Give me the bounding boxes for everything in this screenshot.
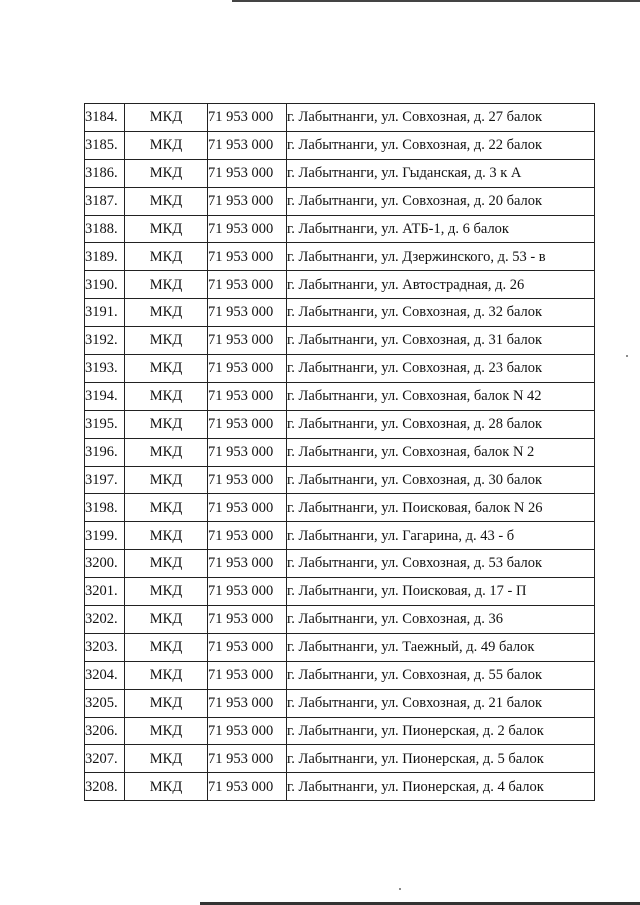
address-cell: г. Лабытнанги, ул. Совхозная, д. 21 балок	[287, 689, 595, 717]
oktmo-code-cell: 71 953 000	[208, 773, 287, 801]
table-row	[85, 745, 595, 773]
row-number-cell: 3194.	[85, 382, 125, 410]
table-row	[85, 243, 595, 271]
oktmo-code-cell: 71 953 000	[208, 243, 287, 271]
oktmo-code-cell: 71 953 000	[208, 522, 287, 550]
table-row	[85, 606, 595, 634]
address-cell: г. Лабытнанги, ул. АТБ-1, д. 6 балок	[287, 215, 595, 243]
oktmo-code-cell: 71 953 000	[208, 187, 287, 215]
address-cell: г. Лабытнанги, ул. Дзержинского, д. 53 - в	[287, 243, 595, 271]
address-cell: г. Лабытнанги, ул. Поисковая, д. 17 - П	[287, 578, 595, 606]
row-number-cell: 3207.	[85, 745, 125, 773]
building-type-cell: МКД	[125, 689, 208, 717]
building-type-cell: МКД	[125, 187, 208, 215]
row-number-cell: 3198.	[85, 494, 125, 522]
building-type-cell: МКД	[125, 104, 208, 132]
row-number-cell: 3199.	[85, 522, 125, 550]
address-cell: г. Лабытнанги, ул. Пионерская, д. 2 балок	[287, 717, 595, 745]
building-type-cell: МКД	[125, 466, 208, 494]
row-number-cell: 3193.	[85, 355, 125, 383]
scan-speck	[399, 888, 401, 890]
row-number-cell: 3186.	[85, 159, 125, 187]
address-cell: г. Лабытнанги, ул. Совхозная, д. 23 балок	[287, 355, 595, 383]
row-number-cell: 3208.	[85, 773, 125, 801]
oktmo-code-cell: 71 953 000	[208, 327, 287, 355]
table-row	[85, 689, 595, 717]
address-cell: г. Лабытнанги, ул. Совхозная, д. 31 балок	[287, 327, 595, 355]
oktmo-code-cell: 71 953 000	[208, 438, 287, 466]
building-type-cell: МКД	[125, 745, 208, 773]
oktmo-code-cell: 71 953 000	[208, 633, 287, 661]
row-number-cell: 3205.	[85, 689, 125, 717]
row-number-cell: 3204.	[85, 661, 125, 689]
building-type-cell: МКД	[125, 578, 208, 606]
row-number-cell: 3188.	[85, 215, 125, 243]
address-cell: г. Лабытнанги, ул. Совхозная, д. 53 балок	[287, 550, 595, 578]
oktmo-code-cell: 71 953 000	[208, 382, 287, 410]
row-number-cell: 3196.	[85, 438, 125, 466]
oktmo-code-cell: 71 953 000	[208, 104, 287, 132]
address-cell: г. Лабытнанги, ул. Совхозная, балок N 42	[287, 382, 595, 410]
address-cell: г. Лабытнанги, ул. Совхозная, д. 30 балок	[287, 466, 595, 494]
building-type-cell: МКД	[125, 438, 208, 466]
oktmo-code-cell: 71 953 000	[208, 717, 287, 745]
address-cell: г. Лабытнанги, ул. Поисковая, балок N 26	[287, 494, 595, 522]
address-cell: г. Лабытнанги, ул. Пионерская, д. 5 балок	[287, 745, 595, 773]
building-type-cell: МКД	[125, 522, 208, 550]
table-row	[85, 633, 595, 661]
table-row	[85, 522, 595, 550]
oktmo-code-cell: 71 953 000	[208, 159, 287, 187]
oktmo-code-cell: 71 953 000	[208, 745, 287, 773]
address-cell: г. Лабытнанги, ул. Совхозная, д. 27 балок	[287, 104, 595, 132]
row-number-cell: 3187.	[85, 187, 125, 215]
address-cell: г. Лабытнанги, ул. Совхозная, д. 22 балок	[287, 131, 595, 159]
oktmo-code-cell: 71 953 000	[208, 355, 287, 383]
table-row	[85, 466, 595, 494]
oktmo-code-cell: 71 953 000	[208, 215, 287, 243]
oktmo-code-cell: 71 953 000	[208, 466, 287, 494]
oktmo-code-cell: 71 953 000	[208, 578, 287, 606]
row-number-cell: 3197.	[85, 466, 125, 494]
building-type-cell: МКД	[125, 131, 208, 159]
building-type-cell: МКД	[125, 159, 208, 187]
scan-edge-top	[232, 0, 640, 2]
row-number-cell: 3185.	[85, 131, 125, 159]
table-row	[85, 550, 595, 578]
oktmo-code-cell: 71 953 000	[208, 689, 287, 717]
address-cell: г. Лабытнанги, ул. Совхозная, д. 28 балок	[287, 410, 595, 438]
oktmo-code-cell: 71 953 000	[208, 661, 287, 689]
table-row	[85, 215, 595, 243]
address-cell: г. Лабытнанги, ул. Гыданская, д. 3 к А	[287, 159, 595, 187]
table-row	[85, 299, 595, 327]
oktmo-code-cell: 71 953 000	[208, 299, 287, 327]
row-number-cell: 3195.	[85, 410, 125, 438]
oktmo-code-cell: 71 953 000	[208, 550, 287, 578]
table-row	[85, 773, 595, 801]
row-number-cell: 3190.	[85, 271, 125, 299]
table-row	[85, 661, 595, 689]
row-number-cell: 3206.	[85, 717, 125, 745]
building-type-cell: МКД	[125, 215, 208, 243]
table-row	[85, 382, 595, 410]
oktmo-code-cell: 71 953 000	[208, 410, 287, 438]
building-type-cell: МКД	[125, 243, 208, 271]
row-number-cell: 3191.	[85, 299, 125, 327]
address-cell: г. Лабытнанги, ул. Гагарина, д. 43 - б	[287, 522, 595, 550]
address-registry-table	[84, 103, 595, 801]
address-cell: г. Лабытнанги, ул. Таежный, д. 49 балок	[287, 633, 595, 661]
row-number-cell: 3201.	[85, 578, 125, 606]
address-cell: г. Лабытнанги, ул. Совхозная, балок N 2	[287, 438, 595, 466]
table-row	[85, 159, 595, 187]
scan-speck	[626, 355, 628, 357]
row-number-cell: 3203.	[85, 633, 125, 661]
address-cell: г. Лабытнанги, ул. Совхозная, д. 55 балок	[287, 661, 595, 689]
address-cell: г. Лабытнанги, ул. Совхозная, д. 36	[287, 606, 595, 634]
building-type-cell: МКД	[125, 717, 208, 745]
building-type-cell: МКД	[125, 661, 208, 689]
building-type-cell: МКД	[125, 271, 208, 299]
address-cell: г. Лабытнанги, ул. Совхозная, д. 32 балок	[287, 299, 595, 327]
oktmo-code-cell: 71 953 000	[208, 606, 287, 634]
address-cell: г. Лабытнанги, ул. Пионерская, д. 4 балок	[287, 773, 595, 801]
address-cell: г. Лабытнанги, ул. Совхозная, д. 20 балок	[287, 187, 595, 215]
table-row	[85, 410, 595, 438]
table-row	[85, 438, 595, 466]
building-type-cell: МКД	[125, 410, 208, 438]
address-cell: г. Лабытнанги, ул. Автострадная, д. 26	[287, 271, 595, 299]
building-type-cell: МКД	[125, 606, 208, 634]
building-type-cell: МКД	[125, 355, 208, 383]
row-number-cell: 3192.	[85, 327, 125, 355]
table-row	[85, 578, 595, 606]
table-row	[85, 131, 595, 159]
building-type-cell: МКД	[125, 382, 208, 410]
building-type-cell: МКД	[125, 327, 208, 355]
building-type-cell: МКД	[125, 494, 208, 522]
table-row	[85, 104, 595, 132]
table-row	[85, 271, 595, 299]
table-row	[85, 327, 595, 355]
oktmo-code-cell: 71 953 000	[208, 494, 287, 522]
building-type-cell: МКД	[125, 299, 208, 327]
building-type-cell: МКД	[125, 773, 208, 801]
oktmo-code-cell: 71 953 000	[208, 271, 287, 299]
registry-table-body	[85, 104, 595, 801]
building-type-cell: МКД	[125, 633, 208, 661]
row-number-cell: 3184.	[85, 104, 125, 132]
row-number-cell: 3189.	[85, 243, 125, 271]
row-number-cell: 3202.	[85, 606, 125, 634]
table-row	[85, 494, 595, 522]
table-row	[85, 187, 595, 215]
table-row	[85, 717, 595, 745]
oktmo-code-cell: 71 953 000	[208, 131, 287, 159]
building-type-cell: МКД	[125, 550, 208, 578]
table-row	[85, 355, 595, 383]
row-number-cell: 3200.	[85, 550, 125, 578]
